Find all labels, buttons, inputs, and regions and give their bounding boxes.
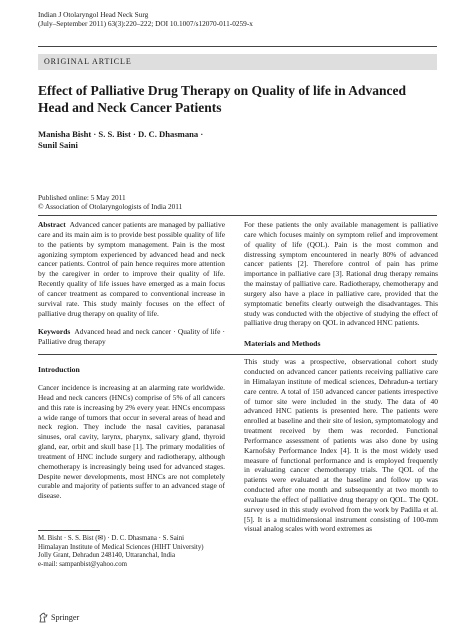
header-rule <box>38 46 437 47</box>
abstract-text: Advanced cancer patients are managed by palliative care and its main aim is to provide best possible quality of life to the patients by symptom management. Pain is the most agonizing symptom experienced by advanced head and neck cancer patients. Control of pain hence requires more attention by the caregiver in order to improve their quality of life. Recently quality of life issues have emerged as a main focus of cancer treatment as compared to conventional increase in survival rate. This study mainly focuses on the effect of palliative drug therapy on quality of life. <box>38 220 226 318</box>
right-column <box>244 220 438 534</box>
methods-paragraph: This study was a prospective, observational cohort study conducted on advanced cancer patients receiving palliative care in Himalayan institute of medical sciences, Dehradun-a tertiary care centre. A total of 150 advanced cancer patients irrespective of tumor site were included in the study. The data of 40 advanced HNC patients is presented here. The patients were enrolled at baseline and their site of lesion, symptomatology and treatment received by them was recorded. Functional Performance assessment of patients was also done by using Karnofsky Performance Index [4]. It is the most widely used measure of functional performance and is employed frequently in evaluating cancer chemotherapy trials. The QOL of the patients were evaluated at the baseline and follow up was conducted after one month and subsequently at two month to evaluate the effect of palliative drug therapy on QOL. The QOL survey used in this study evolved from the work by Padilla et al. [5]. It is a multidimensional instrument consisting of 100-mm visual analog scales with word extremes as <box>244 357 438 534</box>
affiliation-address: Jolly Grant, Dehradun 248140, Uttaranchal, India <box>38 552 176 559</box>
right-paragraph-1: For these patients the only available management is palliative care which focuses mainly on symptom relief and improvement of quality of life (QOL). Pain is the most common and distressing symptom encountered in nearly 80% of advanced cancer patients [2]. Therefore control of pain has prime importance in palliative care [3]. Rational drug therapy remains the mainstay of palliative care. Radiotherapy, chemotherapy and surgery also have a place in palliative care, provided that the symptomatic benefits clearly outweigh the disadvantages. This study was conducted with the objective of studying the effect of palliative drug therapy on QOL in advanced HNC patients. <box>244 220 438 328</box>
abstract-label: Abstract <box>38 220 66 229</box>
left-column <box>38 220 225 501</box>
publisher-name: Springer <box>51 613 80 622</box>
affiliation-institute: Himalayan Institute of Medical Sciences (HIHT University) <box>38 543 204 551</box>
journal-citation: (July–September 2011) 63(3):220–222; DOI 10.1007/s12070-011-0259-x <box>38 19 253 28</box>
springer-horse-icon <box>38 612 48 623</box>
affiliation-email: e-mail: sampanbist@yahoo.com <box>38 560 128 568</box>
authors-line-1: Manisha Bisht · S. S. Bist · D. C. Dhasmana · <box>38 129 204 139</box>
introduction-heading: Introduction <box>38 365 80 375</box>
copyright-notice: © Association of Otolaryngologists of India 2011 <box>38 202 183 211</box>
introduction-paragraph: Cancer incidence is increasing at an alarming rate worldwide. Head and neck cancers (HNCs) comprise of 5% of all cancers and this rate is increasing by 2% every year. HNCs encompass a wide range of tumors that occur in several areas of head and neck region. They include the nasal cavities, paranasal sinuses, oral cavity, larynx, pharynx, salivary gland, thyroid gland, ear, orbit and skull base [1]. The primary modalities of treatment of HNC include surgery and radiotherapy, although chemotherapy is increasingly being used for advanced stages. Despite newer developments, most HNCs are not completely curable and majority of patients suffer to an advanced stage of disease. <box>38 382 225 501</box>
footnote-rule <box>38 530 100 531</box>
keywords-text: Advanced head and neck cancer · Quality of life · Palliative drug therapy <box>38 327 225 347</box>
article-type: ORIGINAL ARTICLE <box>44 57 132 66</box>
keywords-label: Keywords <box>38 327 71 337</box>
keywords <box>38 327 225 347</box>
affiliation-authors: M. Bisht · S. S. Bist (✉) · D. C. Dhasmana · S. Saini <box>38 535 185 542</box>
article-title: Effect of Palliative Drug Therapy on Quality of life in Advanced Head and Neck Cancer Patients <box>38 83 406 115</box>
authors-line-2: Sunil Saini <box>38 140 78 150</box>
abstract-top-rule <box>38 215 437 216</box>
affiliation <box>38 535 204 569</box>
methods-heading: Materials and Methods <box>244 339 321 349</box>
journal-info <box>38 10 253 28</box>
publisher-logo <box>38 612 79 623</box>
abstract <box>38 220 225 318</box>
journal-name: Indian J Otolaryngol Head Neck Surg <box>38 10 149 19</box>
published-date: Published online: 5 May 2011 <box>38 193 126 202</box>
author-list <box>38 129 338 151</box>
publication-meta <box>38 193 182 211</box>
